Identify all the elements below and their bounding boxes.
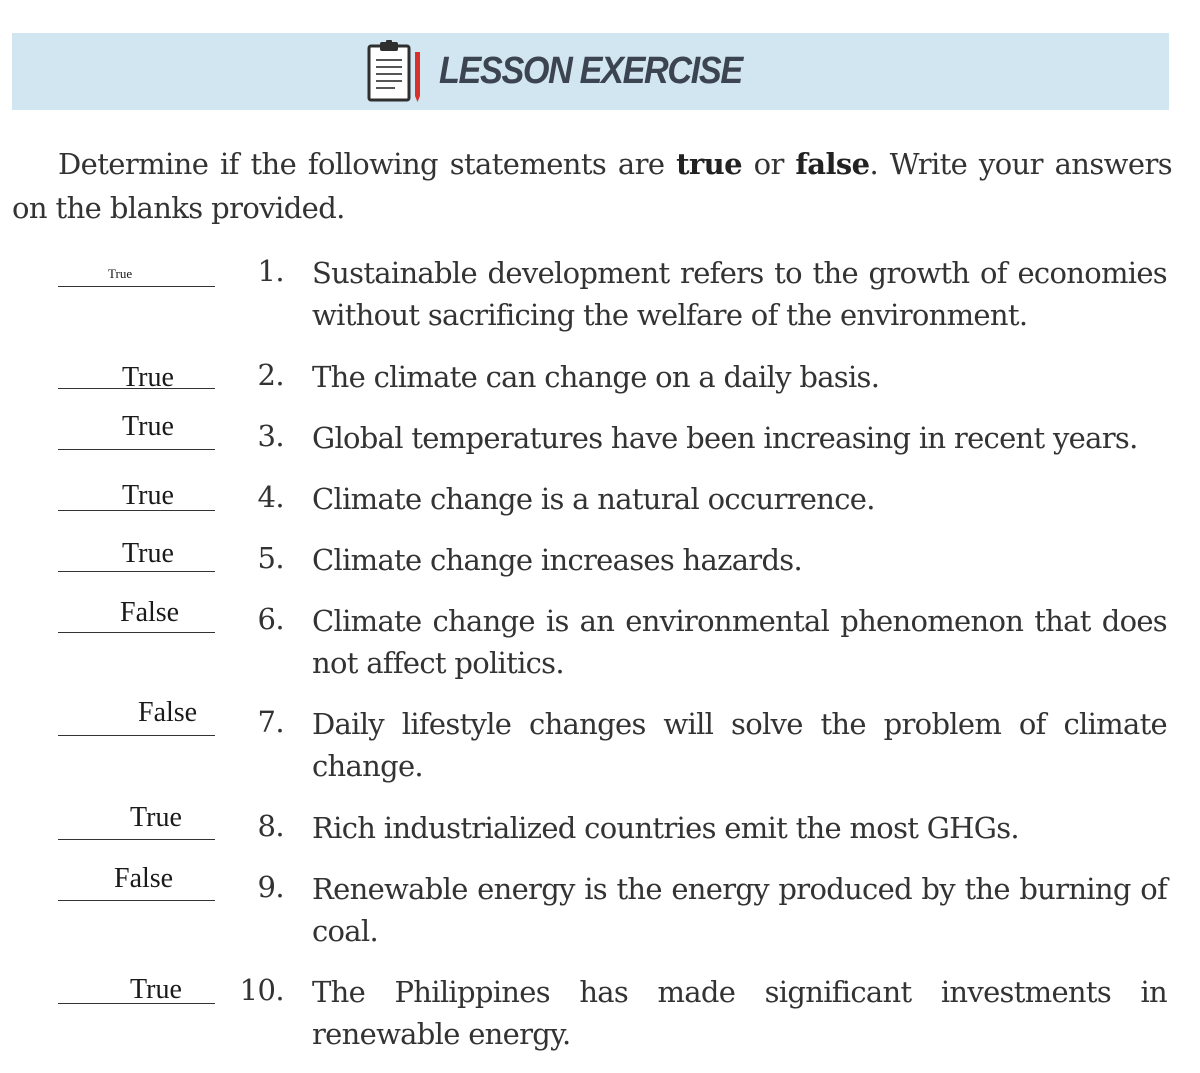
answer-text: False xyxy=(114,863,174,894)
item-statement: Climate change is a natural occurrence. xyxy=(312,482,875,516)
lesson-exercise-banner xyxy=(12,33,1169,110)
page-title: LESSON EXERCISE xyxy=(439,50,743,92)
answer-blank[interactable] xyxy=(58,900,215,901)
answer-text: True xyxy=(122,362,174,393)
instructions-true-word: true xyxy=(676,147,742,181)
item-number: 6. xyxy=(257,602,284,636)
item-number: 10. xyxy=(239,973,284,1007)
item-number: 8. xyxy=(257,809,284,843)
item-statement: Climate change increases hazards. xyxy=(312,543,803,577)
answer-blank[interactable] xyxy=(58,839,215,840)
answer-blank[interactable] xyxy=(58,632,215,633)
clipboard-icon xyxy=(365,40,425,104)
instructions-false-word: false xyxy=(795,147,870,181)
instructions-pre: Determine if the following statements are xyxy=(58,147,677,181)
answer-text: True xyxy=(122,480,174,511)
answer-blank[interactable] xyxy=(58,449,215,450)
item-statement: The climate can change on a daily basis. xyxy=(312,360,880,394)
item-statement: Daily lifestyle changes will solve the problem of climate change. xyxy=(312,707,1167,783)
answer-text: True xyxy=(122,411,174,442)
item-number: 2. xyxy=(257,358,284,392)
answer-text: False xyxy=(120,597,180,628)
item-statement: Climate change is an environmental phenomenon that does not affect politics. xyxy=(312,604,1167,680)
item-statement: The Philippines has made significant investments in renewable energy. xyxy=(312,975,1167,1051)
item-statement: Rich industrialized countries emit the most GHGs. xyxy=(312,811,1019,845)
answer-text: True xyxy=(122,538,174,569)
answer-text: True xyxy=(108,266,133,281)
answer-blank[interactable] xyxy=(58,571,215,572)
answer-blank[interactable] xyxy=(58,286,215,287)
item-number: 9. xyxy=(257,870,284,904)
item-number: 1. xyxy=(257,254,284,288)
item-statement: Renewable energy is the energy produced by the burning of coal. xyxy=(312,872,1167,948)
item-number: 4. xyxy=(257,480,284,514)
instructions xyxy=(12,142,1172,230)
answer-text: False xyxy=(138,697,198,728)
instructions-mid: or xyxy=(741,147,796,181)
item-statement: Sustainable development refers to the growth of economies without sacrificing the welfare of the environment. xyxy=(312,256,1167,332)
item-number: 7. xyxy=(257,705,284,739)
item-statement: Global temperatures have been increasing in recent years. xyxy=(312,421,1138,455)
answer-text: True xyxy=(130,974,182,1005)
item-number: 3. xyxy=(257,419,284,453)
answer-text: True xyxy=(130,802,182,833)
instructions-post: . Write your answers on the blanks provided. xyxy=(12,147,1172,225)
answer-blank[interactable] xyxy=(58,735,215,736)
item-number: 5. xyxy=(257,541,284,575)
